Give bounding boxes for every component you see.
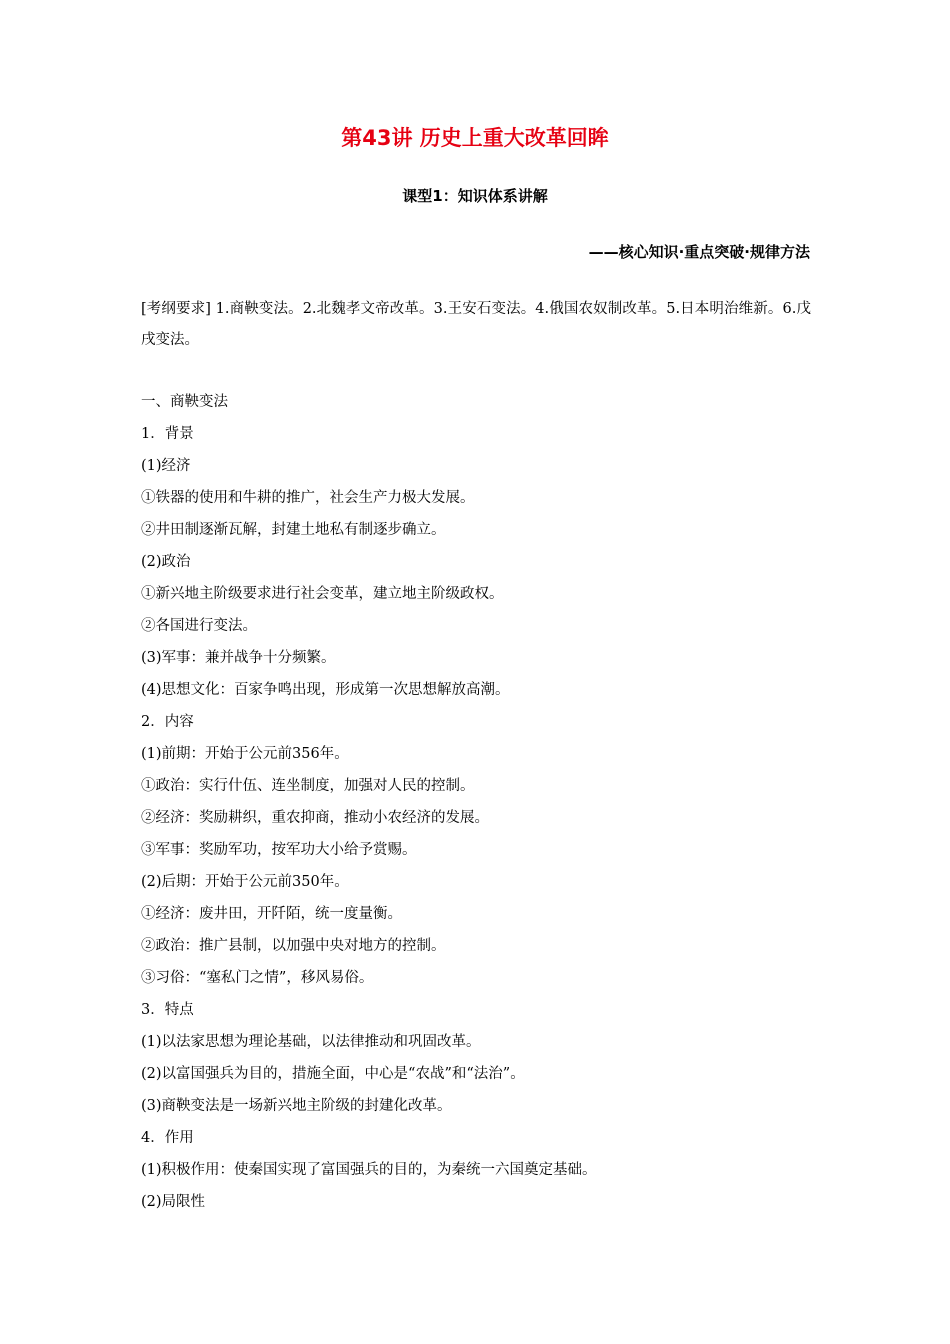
text-line: ①政治：实行什伍、连坐制度，加强对人民的控制。 xyxy=(141,778,475,794)
text-line: ①铁器的使用和牛耕的推广，社会生产力极大发展。 xyxy=(141,490,475,506)
text-line: (3)商鞅变法是一场新兴地主阶级的封建化改革。 xyxy=(141,1098,452,1114)
text-line: ②各国进行变法。 xyxy=(141,618,257,634)
text-line: (1)前期：开始于公元前356年。 xyxy=(141,746,349,762)
text-line: (1)积极作用：使秦国实现了富国强兵的目的，为秦统一六国奠定基础。 xyxy=(141,1162,597,1178)
text-line: ③军事：奖励军功，按军功大小给予赏赐。 xyxy=(141,842,417,858)
text-line: ③习俗：“塞私门之情”，移风易俗。 xyxy=(141,970,374,986)
subsection-heading: 3．特点 xyxy=(141,1002,194,1018)
text-line: ②政治：推广县制，以加强中央对地方的控制。 xyxy=(141,938,446,954)
text-line: (2)以富国强兵为目的，措施全面，中心是“农战”和“法治”。 xyxy=(141,1066,525,1082)
text-line: (2)政治 xyxy=(141,554,191,570)
text-line: ①新兴地主阶级要求进行社会变革，建立地主阶级政权。 xyxy=(141,586,504,602)
body-text xyxy=(141,386,821,1218)
text-line: (1)以法家思想为理论基础，以法律推动和巩固改革。 xyxy=(141,1034,481,1050)
text-line: (4)思想文化：百家争鸣出现，形成第一次思想解放高潮。 xyxy=(141,682,510,698)
text-line: ①经济：废井田，开阡陌，统一度量衡。 xyxy=(141,906,402,922)
lecture-title: 第43讲 历史上重大改革回眸 xyxy=(341,126,609,150)
subsection-heading: 2．内容 xyxy=(141,714,194,730)
text-line: (2)后期：开始于公元前350年。 xyxy=(141,874,349,890)
text-line: ②经济：奖励耕织，重农抑商，推动小农经济的发展。 xyxy=(141,810,489,826)
subsection-heading: 4．作用 xyxy=(141,1130,194,1146)
tagline: ——核心知识·重点突破·规律方法 xyxy=(588,243,810,261)
subsection-heading: 1．背景 xyxy=(141,426,194,442)
text-line: (1)经济 xyxy=(141,458,191,474)
section-heading: 一、商鞅变法 xyxy=(141,394,228,410)
syllabus-requirements: [考纲要求] 1.商鞅变法。2.北魏孝文帝改革。3.王安石变法。4.俄国农奴制改革。5.日本明治维新。6.戊戌变法。 xyxy=(141,301,811,348)
text-line: (3)军事：兼并战争十分频繁。 xyxy=(141,650,336,666)
lesson-type-subtitle: 课型1：知识体系讲解 xyxy=(402,187,548,205)
text-line: ②井田制逐渐瓦解，封建土地私有制逐步确立。 xyxy=(141,522,446,538)
text-line: (2)局限性 xyxy=(141,1194,206,1210)
